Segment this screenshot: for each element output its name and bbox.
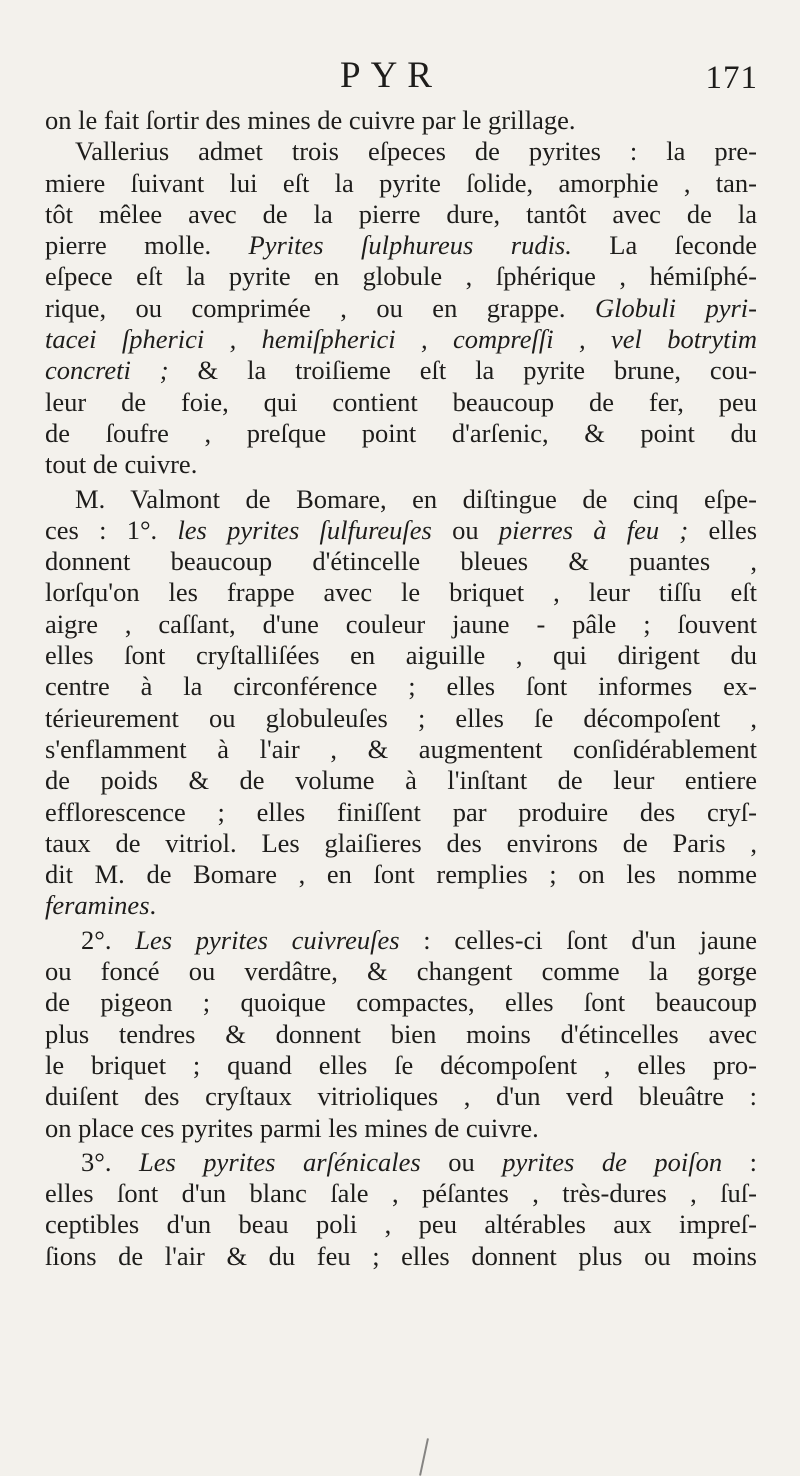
text-line: s'enflamment à l'air , & augmentent conſidérablement [45, 733, 757, 764]
text-line: rique, ou comprimée , ou en grappe. Globuli pyri- [45, 292, 757, 323]
text-line: plus tendres & donnent bien moins d'étincelles avec [45, 1018, 757, 1049]
text-line: taux de vitriol. Les glaiſieres des environs de Paris , [45, 827, 757, 858]
text-line: lorſqu'on les frappe avec le briquet , leur tiſſu eſt [45, 577, 757, 608]
text-line: térieurement ou globuleuſes ; elles ſe décompoſent , [45, 702, 757, 733]
text-line: miere ſuivant lui eſt la pyrite ſolide, amorphie , tan- [45, 167, 757, 198]
text-line: 3°. Les pyrites arſénicales ou pyrites de poiſon : [81, 1146, 757, 1177]
text-line: feramines. [45, 890, 157, 921]
text-line: on le fait ſortir des mines de cuivre par le grillage. [45, 105, 576, 135]
text-line: Vallerius admet trois eſpeces de pyrites : la pre- [75, 136, 757, 167]
text-line: de poids & de volume à l'inſtant de leur entiere [45, 765, 757, 796]
text-line: eſpece eſt la pyrite en globule , ſphérique , hémiſphé- [45, 261, 757, 292]
text-line: de ſoufre , preſque point d'arſenic, & point du [45, 417, 757, 448]
text-line: tôt mêlee avec de la pierre dure, tantôt avec de la [45, 198, 757, 229]
text-line: M. Valmont de Bomare, en diſtingue de cinq eſpe- [75, 483, 757, 514]
text-line: tout de cuivre. [45, 449, 198, 480]
text-line: on place ces pyrites parmi les mines de cuivre. [45, 1112, 539, 1143]
running-head: PYR [340, 55, 442, 96]
text-line: ſions de l'air & du feu ; elles donnent plus ou moins [45, 1240, 757, 1271]
text-line: 2°. Les pyrites cuivreuſes : celles-ci ſont d'un jaune [81, 924, 757, 955]
text-line: dit M. de Bomare , en ſont remplies ; on les nomme [45, 859, 757, 890]
text-line: aigre , caſſant, d'une couleur jaune - pâle ; ſouvent [45, 608, 757, 639]
text-line: concreti ; & la troiſieme eſt la pyrite brune, cou- [45, 355, 757, 386]
text-line: elles ſont d'un blanc ſale , péſantes , très-dures , ſuſ- [45, 1178, 757, 1209]
text-line: efflorescence ; elles finiſſent par produire des cryſ- [45, 796, 757, 827]
text-line: donnent beaucoup d'étincelle bleues & puantes , [45, 546, 757, 577]
text-line: elles ſont cryſtalliſées en aiguille , qui dirigent du [45, 640, 757, 671]
text-line: le briquet ; quand elles ſe décompoſent , elles pro- [45, 1049, 757, 1080]
text-line: leur de foie, qui contient beaucoup de fer, peu [45, 386, 757, 417]
text-line: centre à la circonférence ; elles ſont informes ex- [45, 671, 757, 702]
text-line: ces : 1°. les pyrites ſulfureuſes ou pierres à feu ; elles [45, 514, 758, 545]
stray-pen-mark [419, 1438, 429, 1476]
text-line: pierre molle. Pyrites ſulphureus rudis. La ſeconde [45, 230, 757, 261]
text-line: duiſent des cryſtaux vitrioliques , d'un verd bleuâtre : [45, 1081, 757, 1112]
text-line: ou foncé ou verdâtre, & changent comme la gorge [45, 956, 757, 987]
body-text [45, 105, 757, 1272]
page-number: 171 [705, 60, 758, 96]
text-line: de pigeon ; quoique compactes, elles ſont beaucoup [45, 987, 757, 1018]
text-line: tacei ſpherici , hemiſpherici , compreſſi , vel botrytim [45, 324, 757, 355]
text-line: ceptibles d'un beau poli , peu altérables aux impreſ- [45, 1209, 757, 1240]
